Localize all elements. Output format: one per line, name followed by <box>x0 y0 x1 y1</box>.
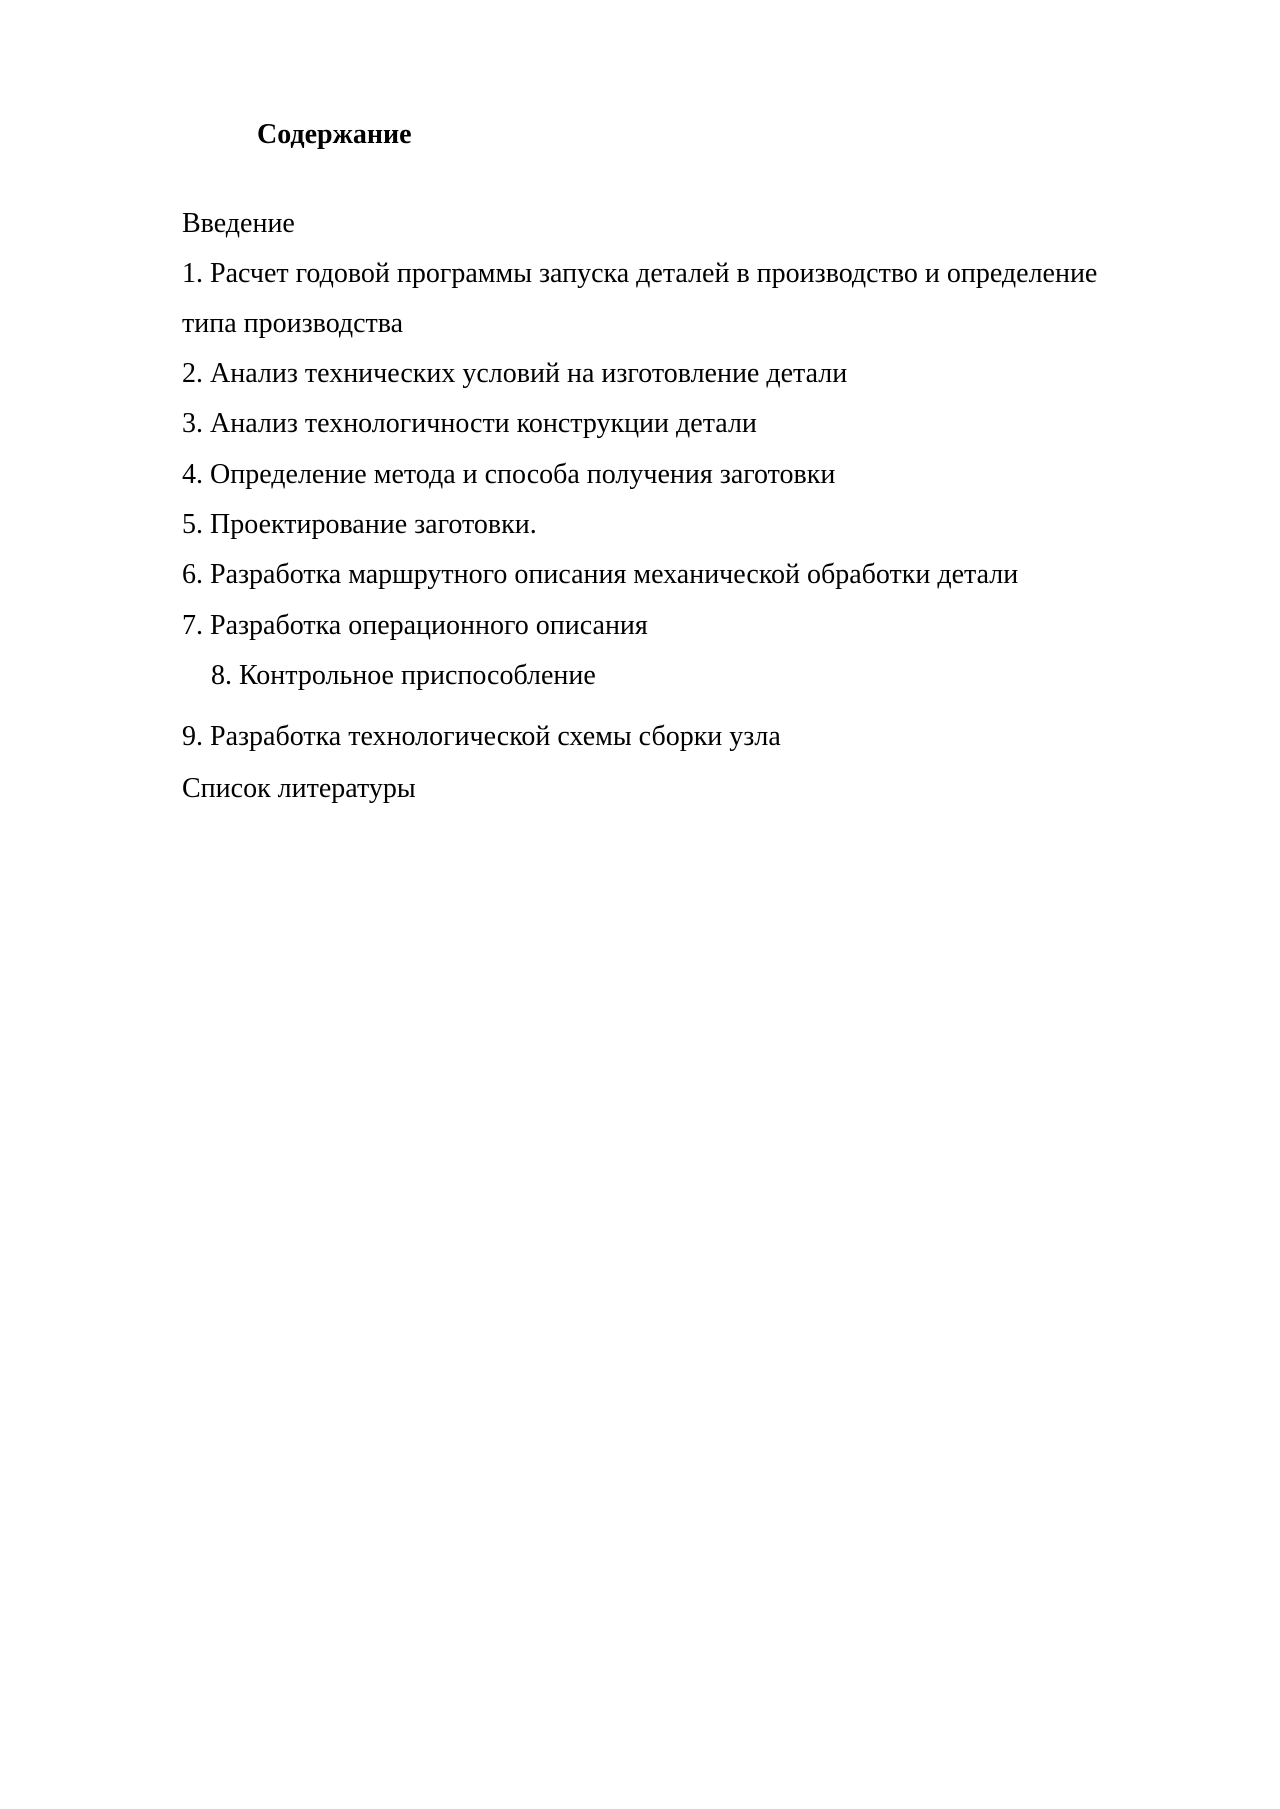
page-title: Содержание <box>257 119 412 150</box>
toc-item-3: 3. Анализ технологичности конструкции детали <box>182 408 757 439</box>
toc-item-intro: Введение <box>182 208 295 239</box>
toc-item-1-continuation: типа производства <box>182 308 404 339</box>
toc-item-2: 2. Анализ технических условий на изготовление детали <box>182 358 848 389</box>
toc-item-6: 6. Разработка маршрутного описания механической обработки детали <box>182 559 1019 590</box>
toc-item-8: 8. Контрольное приспособление <box>211 660 596 691</box>
toc-item-5: 5. Проектирование заготовки. <box>182 509 537 540</box>
toc-item-4: 4. Определение метода и способа получения заготовки <box>182 459 836 490</box>
toc-item-1: 1. Расчет годовой программы запуска деталей в производство и определение <box>182 258 1098 289</box>
toc-item-references: Список литературы <box>182 773 416 804</box>
toc-item-9: 9. Разработка технологической схемы сборки узла <box>182 721 781 752</box>
toc-item-7: 7. Разработка операционного описания <box>182 610 648 641</box>
